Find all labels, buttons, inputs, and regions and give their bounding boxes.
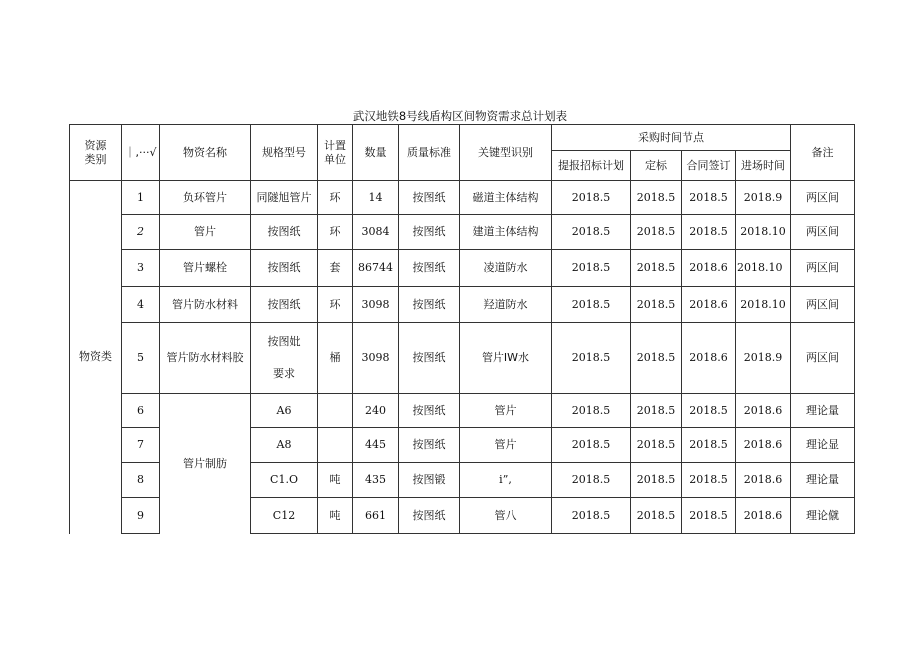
row-name: 管片防水材料胶 [160, 323, 251, 394]
row-quality: 按图纸 [399, 428, 460, 463]
header-qty: 数量 [353, 125, 399, 181]
row-remark: 两区间 [791, 215, 855, 250]
header-quality: 质量标准 [399, 125, 460, 181]
header-remark: 备注 [791, 125, 855, 181]
row-award: 2018.5 [631, 250, 682, 287]
row-spec: 同隧旭管片 [251, 181, 318, 215]
row-key: 管片 [460, 428, 552, 463]
header-seq: ｜,···√ [122, 125, 160, 181]
row-quality: 按图纸 [399, 287, 460, 323]
row-arrival: 2018.9 [736, 323, 791, 394]
header-award: 定标 [631, 151, 682, 181]
table-row [70, 181, 855, 215]
row-remark: 理论僦 [791, 498, 855, 534]
row-quality: 按图纸 [399, 323, 460, 394]
row-quality: 按图纸 [399, 498, 460, 534]
row-award: 2018.5 [631, 498, 682, 534]
row-key: 凌道防水 [460, 250, 552, 287]
row-quality: 按图锻 [399, 463, 460, 498]
row-award: 2018.5 [631, 463, 682, 498]
row-plan: 2018.5 [552, 463, 631, 498]
row-unit: 桶 [318, 323, 353, 394]
row-quality: 按图纸 [399, 181, 460, 215]
row-plan: 2018.5 [552, 498, 631, 534]
row-remark: 两区间 [791, 250, 855, 287]
row-award: 2018.5 [631, 323, 682, 394]
row-name: 管片 [160, 215, 251, 250]
row-qty: 435 [353, 463, 399, 498]
material-plan-table [69, 124, 855, 534]
row-quality: 按图纸 [399, 394, 460, 428]
row-qty: 3098 [353, 287, 399, 323]
header-procure: 采购时间节点 [552, 125, 791, 151]
row-contract: 2018.6 [682, 250, 736, 287]
row-no: 1 [122, 181, 160, 215]
row-contract: 2018.5 [682, 215, 736, 250]
row-name: 管片螺栓 [160, 250, 251, 287]
header-category: 资源 类别 [70, 125, 122, 181]
row-spec: 按图纸 [251, 287, 318, 323]
row-arrival: 2018.6 [736, 498, 791, 534]
row-unit: 套 [318, 250, 353, 287]
row-contract: 2018.5 [682, 394, 736, 428]
row-name: 管片防水材料 [160, 287, 251, 323]
row-qty: 240 [353, 394, 399, 428]
table-row [70, 215, 855, 250]
row-no: 9 [122, 498, 160, 534]
row-contract: 2018.6 [682, 287, 736, 323]
row-spec: 按图纸 [251, 215, 318, 250]
row-no: 8 [122, 463, 160, 498]
row-no: 4 [122, 287, 160, 323]
table-title: 武汉地铁8号线盾构区间物资需求总计划表 [352, 109, 568, 123]
row-key: 管片 [460, 394, 552, 428]
row-remark: 理论量 [791, 463, 855, 498]
row-contract: 2018.5 [682, 181, 736, 215]
row-arrival: 2018.10 [736, 287, 791, 323]
row-arrival: 2018.9 [736, 181, 791, 215]
row-award: 2018.5 [631, 181, 682, 215]
row-no: 3 [122, 250, 160, 287]
row-spec: A8 [251, 428, 318, 463]
row-unit: 环 [318, 215, 353, 250]
row-arrival: 2018.6 [736, 463, 791, 498]
row-remark: 理论量 [791, 394, 855, 428]
row-plan: 2018.5 [552, 394, 631, 428]
row-qty: 3098 [353, 323, 399, 394]
row-unit: 吨 [318, 498, 353, 534]
row-arrival: 2018.10 [736, 215, 791, 250]
table-row [70, 394, 855, 428]
table-row [70, 323, 855, 394]
row-award: 2018.5 [631, 428, 682, 463]
row-award: 2018.5 [631, 287, 682, 323]
row-no: 5 [122, 323, 160, 394]
row-no: 7 [122, 428, 160, 463]
row-key: i”, [460, 463, 552, 498]
row-unit [318, 394, 353, 428]
row-award: 2018.5 [631, 215, 682, 250]
row-unit: 吨 [318, 463, 353, 498]
row-unit: 环 [318, 287, 353, 323]
row-plan: 2018.5 [552, 250, 631, 287]
row-key: 羟道防水 [460, 287, 552, 323]
row-name: 负环管片 [160, 181, 251, 215]
row-contract: 2018.6 [682, 323, 736, 394]
row-unit [318, 428, 353, 463]
row-no: 2 [122, 215, 160, 250]
table-row [70, 250, 855, 287]
row-spec: 按图妣 要求 [251, 323, 318, 394]
row-arrival: 2018.6 [736, 394, 791, 428]
header-name: 物资名称 [160, 125, 251, 181]
row-no: 6 [122, 394, 160, 428]
row-plan: 2018.5 [552, 323, 631, 394]
row-award: 2018.5 [631, 394, 682, 428]
merged-name-cell: 管片制肪 [160, 394, 251, 534]
row-contract: 2018.5 [682, 498, 736, 534]
row-plan: 2018.5 [552, 287, 631, 323]
row-unit: 环 [318, 181, 353, 215]
header-spec: 规格型号 [251, 125, 318, 181]
row-spec: A6 [251, 394, 318, 428]
row-key: 管片IW水 [460, 323, 552, 394]
header-plan: 提报招标计划 [552, 151, 631, 181]
row-arrival: 2018.10 [736, 250, 791, 287]
row-remark: 理论显 [791, 428, 855, 463]
row-remark: 两区间 [791, 287, 855, 323]
row-qty: 3084 [353, 215, 399, 250]
header-contract: 合同签订 [682, 151, 736, 181]
row-key: 建道主体结构 [460, 215, 552, 250]
row-spec: C12 [251, 498, 318, 534]
row-plan: 2018.5 [552, 215, 631, 250]
row-contract: 2018.5 [682, 428, 736, 463]
row-plan: 2018.5 [552, 181, 631, 215]
header-key: 关键型识别 [460, 125, 552, 181]
row-quality: 按图纸 [399, 215, 460, 250]
row-key: 磁道主体结构 [460, 181, 552, 215]
row-qty: 86744 [353, 250, 399, 287]
row-key: 管八 [460, 498, 552, 534]
row-spec: C1.O [251, 463, 318, 498]
category-cell: 物资类 [70, 181, 122, 534]
header-row-1 [70, 125, 855, 151]
row-spec: 按图纸 [251, 250, 318, 287]
row-plan: 2018.5 [552, 428, 631, 463]
row-remark: 两区间 [791, 181, 855, 215]
header-arrival: 进场时间 [736, 151, 791, 181]
row-arrival: 2018.6 [736, 428, 791, 463]
table-row [70, 287, 855, 323]
row-quality: 按图纸 [399, 250, 460, 287]
row-contract: 2018.5 [682, 463, 736, 498]
header-unit: 计置 单位 [318, 125, 353, 181]
row-qty: 445 [353, 428, 399, 463]
row-qty: 661 [353, 498, 399, 534]
row-remark: 两区间 [791, 323, 855, 394]
row-qty: 14 [353, 181, 399, 215]
